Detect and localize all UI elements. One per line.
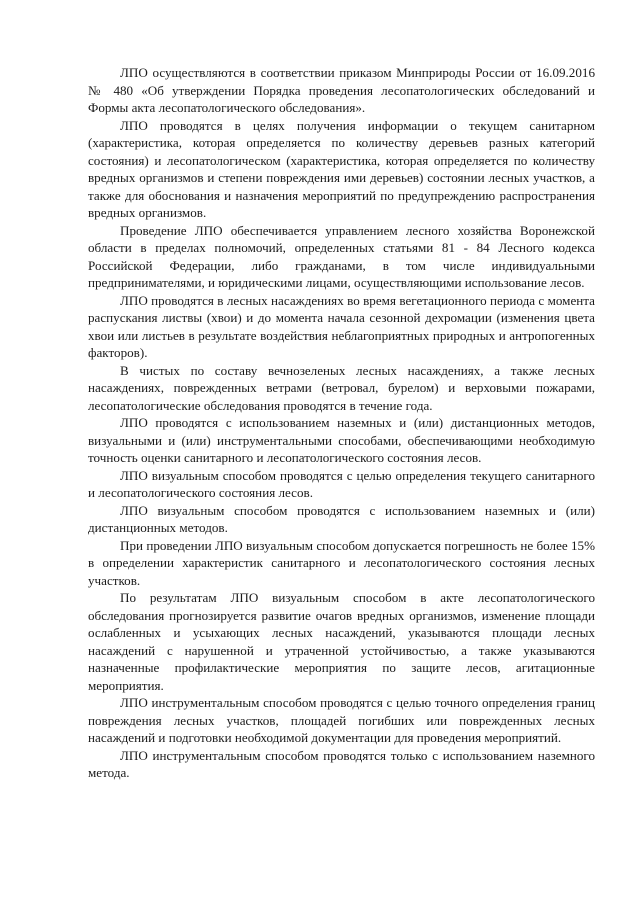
paragraph: ЛПО визуальным способом проводятся с использованием наземных и (или) дистанционных методов. — [88, 502, 595, 535]
paragraph: ЛПО проводятся в лесных насаждениях во время вегетационного периода с момента распускания листвы (хвои) и до момента начала сезонной дехромации (изменения цвета хвои или листьев в результате воздействия неблагоприятных природных и антропогенных факторов). — [88, 292, 595, 360]
paragraph: Проведение ЛПО обеспечивается управлением лесного хозяйства Воронежской области в пределах полномочий, определенных статьями 81 - 84 Лесного кодекса Российской Федерации, либо гражданами, в том числе индивидуальными предпринимателями, и юридическими лицами, осуществляющими использование лесов. — [88, 222, 595, 290]
document-body — [88, 64, 595, 782]
paragraph: По результатам ЛПО визуальным способом в акте лесопатологического обследования прогнозируется развитие очагов вредных организмов, изменение площади ослабленных и усыхающих лесных насаждений, указываются площади лесных насаждений с нарушенной и утраченной устойчивостью, а также указываются назначенные профилактические мероприятия по защите лесов, агитационные мероприятия. — [88, 590, 595, 693]
paragraph: ЛПО осуществляются в соответствии приказом Минприроды России от 16.09.2016 № 480 «Об утверждении Порядка проведения лесопатологических обследований и Формы акта лесопатологического обследования». — [88, 65, 595, 115]
paragraph: При проведении ЛПО визуальным способом допускается погрешность не более 15% в определении характеристик санитарного и лесопатологического состояния лесных участков. — [88, 537, 595, 588]
paragraph: ЛПО проводятся в целях получения информации о текущем санитарном (характеристика, которая определяется по количеству деревьев разных категорий состояния) и лесопатологическом (характеристика, которая определяется по количеству вредных организмов и степени повреждения ими деревьев) состоянии лесных участков, а также для обоснования и назначения мероприятий по предупреждению распространения вредных организмов. — [88, 117, 595, 220]
paragraph: ЛПО проводятся с использованием наземных и (или) дистанционных методов, визуальными и (или) инструментальными способами, обеспечивающими необходимую точность оценки санитарного и лесопатологического состояния лесов. — [88, 415, 595, 465]
paragraph: ЛПО визуальным способом проводятся с целью определения текущего санитарного и лесопатологического состояния лесов. — [88, 467, 595, 500]
paragraph: ЛПО инструментальным способом проводятся только с использованием наземного метода. — [88, 747, 595, 780]
paragraph: В чистых по составу вечнозеленых лесных насаждениях, а также лесных насаждениях, поврежденных ветрами (ветровал, бурелом) и верховыми пожарами, лесопатологические обследования проводятся в течение года. — [88, 362, 595, 413]
paragraph: ЛПО инструментальным способом проводятся с целью точного определения границ повреждения лесных участков, площадей погибших или поврежденных лесных насаждений и подготовки необходимой документации для проведения мероприятий. — [88, 695, 595, 745]
